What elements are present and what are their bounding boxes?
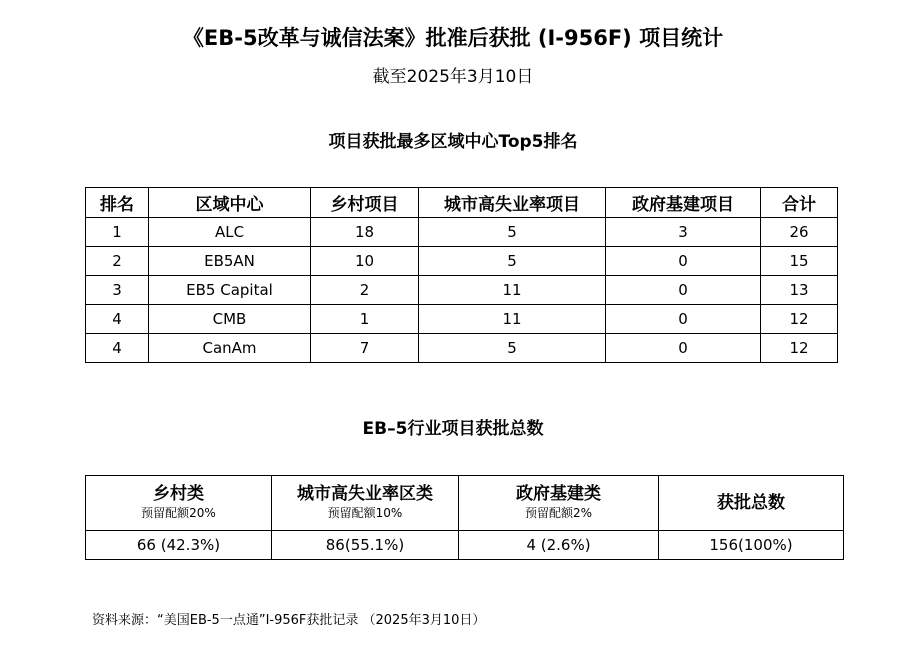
total-cell: 15 (761, 247, 838, 276)
column-header-total: 合计 (761, 188, 838, 218)
source-note: 资料来源：“美国EB-5一点通”I-956F获批记录 （2025年3月10日） (92, 613, 486, 628)
approved-total-cell: 156(100%) (659, 531, 844, 560)
rural-cell: 1 (311, 305, 419, 334)
regional-center-cell: CMB (149, 305, 311, 334)
table-row (86, 334, 838, 363)
totals-table (85, 475, 844, 560)
high-unemployment-cell: 11 (419, 305, 606, 334)
table-row (86, 247, 838, 276)
quota-label: 预留配额20% (141, 506, 216, 520)
high-unemployment-cell: 5 (419, 334, 606, 363)
high-unemployment-cell: 5 (419, 218, 606, 247)
column-header-infrastructure: 政府基建项目 (606, 188, 761, 218)
column-header-total-approved (659, 476, 844, 531)
infrastructure-cell: 3 (606, 218, 761, 247)
regional-center-cell: ALC (149, 218, 311, 247)
rural-total-cell: 66 (42.3%) (86, 531, 272, 560)
rank-cell: 4 (86, 305, 149, 334)
total-cell: 26 (761, 218, 838, 247)
total-cell: 12 (761, 334, 838, 363)
rank-cell: 4 (86, 334, 149, 363)
infrastructure-cell: 0 (606, 334, 761, 363)
rural-cell: 2 (311, 276, 419, 305)
infrastructure-cell: 0 (606, 305, 761, 334)
category-label: 政府基建类 (516, 484, 601, 504)
category-label: 乡村类 (153, 484, 204, 504)
high-unemployment-cell: 5 (419, 247, 606, 276)
total-cell: 12 (761, 305, 838, 334)
high-unemployment-total-cell: 86(55.1%) (272, 531, 459, 560)
table-row (86, 218, 838, 247)
rural-cell: 7 (311, 334, 419, 363)
page-title: 《EB-5改革与诚信法案》批准后获批 (I-956F) 项目统计 (182, 26, 724, 50)
rank-cell: 2 (86, 247, 149, 276)
totals-header-row (86, 476, 844, 531)
regional-center-cell: EB5 Capital (149, 276, 311, 305)
ranking-section-title: 项目获批最多区域中心Top5排名 (328, 132, 578, 152)
ranking-table (85, 187, 838, 363)
column-header-regional-center: 区域中心 (149, 188, 311, 218)
regional-center-cell: CanAm (149, 334, 311, 363)
infrastructure-cell: 0 (606, 247, 761, 276)
high-unemployment-cell: 11 (419, 276, 606, 305)
table-row (86, 276, 838, 305)
column-header-high-unemployment-category (272, 476, 459, 531)
infrastructure-cell: 0 (606, 276, 761, 305)
category-label: 城市高失业率区类 (297, 484, 433, 504)
quota-label: 预留配额10% (327, 506, 403, 520)
column-header-infrastructure-category (459, 476, 659, 531)
category-label: 获批总数 (717, 493, 785, 513)
ranking-header-row (86, 188, 838, 218)
rank-cell: 1 (86, 218, 149, 247)
column-header-rural-category (86, 476, 272, 531)
rural-cell: 10 (311, 247, 419, 276)
rural-cell: 18 (311, 218, 419, 247)
table-row (86, 305, 838, 334)
page-subtitle: 截至2025年3月10日 (372, 67, 534, 87)
column-header-rank: 排名 (86, 188, 149, 218)
totals-section-title: EB–5行业项目获批总数 (362, 419, 544, 439)
column-header-rural: 乡村项目 (311, 188, 419, 218)
infrastructure-total-cell: 4 (2.6%) (459, 531, 659, 560)
quota-label: 预留配额2% (524, 506, 593, 520)
total-cell: 13 (761, 276, 838, 305)
table-row (86, 531, 844, 560)
regional-center-cell: EB5AN (149, 247, 311, 276)
rank-cell: 3 (86, 276, 149, 305)
column-header-high-unemployment: 城市高失业率项目 (419, 188, 606, 218)
